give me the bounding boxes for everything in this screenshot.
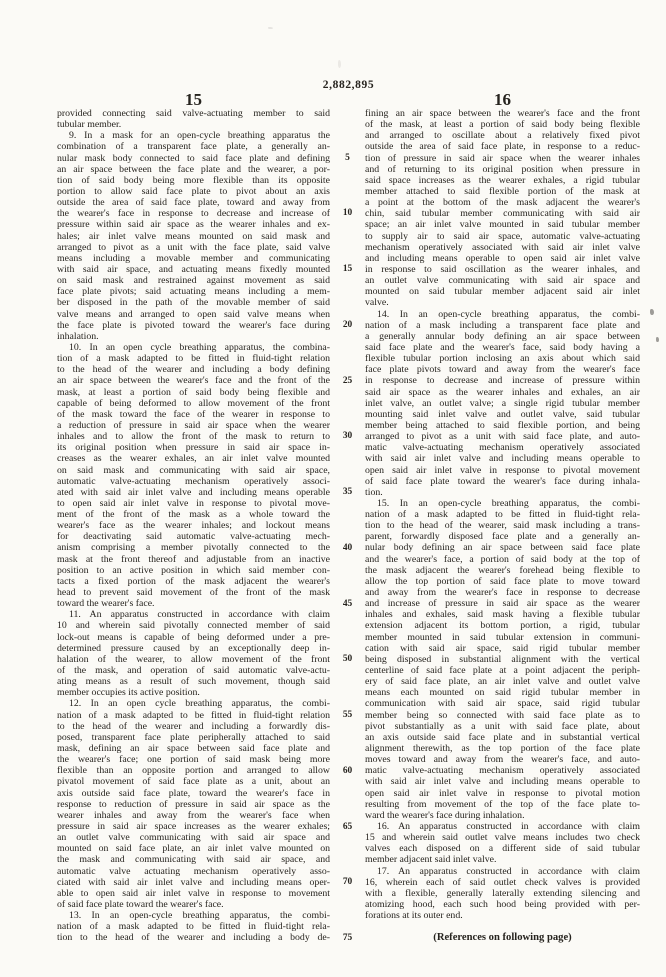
text-line: pivot substantially as a unit with said face plate, about: [365, 720, 640, 732]
text-line: member attached to said flexible portion of the mask at: [365, 185, 640, 197]
text-line: pressure in said air space increases as the wearer exhales;: [57, 821, 330, 832]
text-line: member being attached to said flexible portion, and being: [365, 419, 640, 431]
text-line: an air space between the wearer's face and the front of the: [57, 375, 330, 387]
text-line: nation of a mask adapted to be fitted in fluid-tight rela-: [365, 509, 640, 521]
text-line: ward the wearer's face during inhalation.: [365, 809, 525, 821]
text-line: open said air inlet valve in response to pivotal movement: [365, 464, 640, 476]
line-number: 60: [342, 765, 353, 776]
text-line: the wearer's face in response to decrease and increase of: [57, 208, 330, 220]
text-line: to open said air inlet valve in response to pivotal move-: [57, 497, 330, 509]
text-line: arranged to pivot as a unit with said face plate, and auto-: [365, 431, 640, 443]
text-line: 12. In an open cycle breathing apparatus, the combi-: [69, 698, 330, 710]
text-line: ment of the front of the mask as a whole toward the: [57, 509, 330, 521]
line-number: 35: [342, 487, 353, 498]
text-line: member mounted in said tubular extension in communi-: [365, 631, 640, 643]
text-line: toward the wearer's face.: [57, 598, 155, 610]
text-line: an air space between the face plate and the wearer, a por-: [57, 163, 330, 175]
text-line: 15 and wherein said outlet valve means includes two check: [365, 832, 640, 844]
text-line: mechanism operatively associated with said air inlet valve: [365, 241, 640, 253]
text-line: face plate pivots; said actuating means including a mem-: [57, 286, 330, 298]
text-line: of the mask toward the face of the wearer in response to: [57, 408, 330, 420]
text-line: the wearer's face; one portion of said mask being more: [57, 754, 330, 766]
references-note: (References on following page): [433, 932, 572, 943]
text-line: extension adjacent its bottom portion, a rigid, tubular: [365, 620, 640, 632]
text-line: to supply air to said air space, automatic valve-actuating: [365, 230, 640, 242]
scan-artifact: [338, 60, 341, 68]
text-line: the mask and communicating with said air space, and: [57, 854, 330, 866]
text-line: tubular member.: [57, 119, 122, 131]
text-line: of said face plate toward the wearer's face.: [57, 898, 224, 910]
text-line: axis outside said face plate, toward the wearer's face in: [57, 787, 330, 799]
text-line: means including a movable member and communicating: [57, 252, 330, 264]
text-line: its original position when pressure in said air space in-: [57, 442, 330, 454]
line-number: 75: [342, 933, 353, 944]
text-line: able to open said air inlet valve in response to movement: [57, 887, 330, 899]
text-line: inlet valve, an outlet valve; a single rigid tubular member: [365, 397, 640, 409]
text-line: wearer's face as the wearer inhales; and lockout means: [57, 520, 330, 532]
text-line: said air space as the wearer inhales and exhales, an air: [365, 386, 640, 398]
text-line: tacts a fixed portion of the mask adjacent the wearer's: [57, 575, 330, 587]
text-line: of the mask, at least a portion of said body being flexible: [365, 119, 640, 131]
text-line: a generally annular body defining an air space between: [365, 330, 640, 342]
text-line: head to prevent said movement of the front of the mask: [57, 587, 330, 599]
text-line: ber disposed in the path of the movable member of said: [57, 297, 330, 309]
text-line: flexible tubular portion inclosing an axis about which said: [365, 353, 640, 365]
text-line: provided connecting said valve-actuating member to said: [57, 108, 330, 119]
text-line: outside the area of said face plate, toward and away from: [57, 197, 330, 209]
text-line: centerline of said face plate at a point adjacent the periph-: [365, 665, 640, 677]
text-line: means each mounted on said rigid tubular member in: [365, 687, 640, 699]
text-line: creases as the wearer exhales, an air inlet valve mounted: [57, 453, 330, 465]
line-number: 25: [342, 375, 353, 386]
line-number: 20: [342, 319, 353, 330]
text-line: mounting said inlet valve and outlet valve, said tubular: [365, 408, 640, 420]
text-line: ating means as a result of such movement, though said: [57, 676, 330, 688]
text-line: parent, forwardly disposed face plate and a generally an-: [365, 531, 640, 543]
text-line: to the head of the wearer and including a body defining: [57, 364, 330, 376]
line-number: 50: [342, 654, 353, 665]
text-line: 11. An apparatus constructed in accordance with claim: [69, 609, 330, 621]
text-line: the mask adjacent the wearer's forehead being flexible to: [365, 564, 640, 576]
text-line: on said mask and restrained against movement as said: [57, 275, 330, 287]
line-number: 65: [342, 821, 353, 832]
text-line: automatic valve-actuating mechanism operatively associ-: [57, 475, 330, 487]
right-column-page-number: 16: [494, 90, 511, 109]
scan-artifact: [656, 337, 659, 342]
text-line: being disposed in substantial alignment with the vertical: [365, 653, 640, 665]
line-number: 15: [342, 264, 353, 275]
text-line: 10. In an open cycle breathing apparatus, the combina-: [69, 341, 330, 353]
text-line: nation of a mask adapted to be fitted in fluid-tight relation: [57, 709, 330, 721]
text-line: nation of a mask including a transparent face plate and: [365, 319, 640, 331]
text-line: mask, defining an air space between said face plate and: [57, 743, 330, 755]
text-line: and arranged to oscillate about a relatively fixed pivot: [365, 130, 640, 142]
text-line: mounted on said face plate, an air inlet valve mounted on: [57, 843, 330, 855]
text-line: member occupies its active position.: [57, 687, 200, 699]
text-line: face plate pivots toward and away from the wearer's face: [365, 364, 640, 376]
line-number: 40: [342, 542, 353, 553]
text-line: an outlet valve communicating with said air space and: [57, 832, 330, 844]
text-line: 13. In an open-cycle breathing apparatus, the combi-: [69, 910, 330, 922]
text-line: resulting from movement of the top of the face plate to-: [365, 798, 640, 810]
text-line: said space increases as the wearer exhales, a rigid tubular: [365, 174, 640, 186]
text-line: in response to said oscillation as the wearer inhales, and: [365, 263, 640, 275]
text-line: inhalation.: [57, 330, 99, 342]
text-line: valve.: [365, 297, 389, 309]
line-number: 45: [342, 598, 353, 609]
text-line: 9. In a mask for an open-cycle breathing apparatus the: [69, 130, 330, 142]
text-line: a reduction of pressure in said air space when the wearer: [57, 419, 330, 431]
line-number: 70: [342, 877, 353, 888]
text-line: and the wearer's face, a portion of said body at the top of: [365, 553, 640, 565]
text-line: allow the top portion of said face plate to move toward: [365, 575, 640, 587]
text-line: position to an active position in which said member con-: [57, 564, 330, 576]
text-line: inhales and exhales, said mask having a flexible tubular: [365, 609, 640, 621]
text-line: pressure within said air space as the wearer inhales and ex-: [57, 219, 330, 231]
text-line: 17. An apparatus constructed in accordance with claim: [377, 865, 640, 877]
text-line: said face plate and the wearer's face, said body having a: [365, 341, 640, 353]
text-line: combination of a transparent face plate, a generally an-: [57, 141, 330, 153]
text-line: tion to the head of the wearer, said mask including a trans-: [365, 520, 640, 532]
text-line: in response to decrease and increase of pressure within: [365, 375, 640, 387]
text-line: ciated with said air inlet valve and including means oper-: [57, 876, 330, 888]
left-text-column: [57, 108, 330, 944]
text-line: wearer inhales and away from the wearer's face when: [57, 809, 330, 821]
text-line: tion to the head of the wearer and including a body de-: [57, 932, 330, 944]
text-line: with said air space, and actuating means fixedly mounted: [57, 263, 330, 275]
text-line: member being so connected with said face plate as to: [365, 709, 640, 721]
text-line: flexible than an opposite portion and arranged to allow: [57, 765, 330, 777]
text-line: a point at the bottom of the mask adjacent the wearer's: [365, 197, 640, 209]
text-line: tion of said body being more flexible than its opposite: [57, 174, 330, 186]
text-body: [57, 108, 640, 944]
line-number-gutter: [330, 108, 365, 944]
text-line: the face plate is pivoted toward the wearer's face during: [57, 319, 330, 331]
scan-artifact: [268, 27, 273, 29]
text-line: an outlet valve communicating with said air space and: [365, 275, 640, 287]
text-line: fining an air space between the wearer's face and the front: [365, 108, 640, 119]
left-column-page-number: 15: [185, 90, 202, 109]
text-line: communication with said air space, said rigid tubular: [365, 698, 640, 710]
text-line: matic valve-actuating mechanism operatively associated: [365, 765, 640, 777]
patent-number: 2,882,895: [322, 79, 375, 91]
text-line: lock-out means is capable of being deformed under a pre-: [57, 631, 330, 643]
text-line: portion to allow said face plate to pivot about an axis: [57, 185, 330, 197]
text-line: alignment therewith, as the top portion of the face plate: [365, 743, 640, 755]
text-line: with said air inlet valve and including means operable to: [365, 453, 640, 465]
line-number: 5: [345, 152, 350, 163]
text-line: 15. In an open-cycle breathing apparatus, the combi-: [377, 497, 640, 509]
text-line: and increase of pressure in said air space as the wearer: [365, 598, 640, 610]
text-line: hales; air inlet valve means mounted on said mask and: [57, 230, 330, 242]
text-line: 10 and wherein said pivotally connected member of said: [57, 620, 330, 632]
right-text-column: [365, 108, 640, 944]
text-line: and away from the wearer's face in response to decrease: [365, 587, 640, 599]
text-line: nular body defining an air space between said face plate: [365, 542, 640, 554]
text-line: mask, at least a portion of said body being flexible and: [57, 386, 330, 398]
text-line: mask at the front thereof and adjustable from an inactive: [57, 553, 330, 565]
text-line: member adjacent said inlet valve.: [365, 854, 497, 866]
text-line: an axis outside said face plate and in substantial vertical: [365, 731, 640, 743]
text-line: determined pressure caused by an exceptionally deep in-: [57, 642, 330, 654]
text-line: space; an air inlet valve mounted in said tubular member: [365, 219, 640, 231]
text-line: outside the area of said face plate, in response to a reduc-: [365, 141, 640, 153]
text-line: nular mask body connected to said face plate and defining: [57, 152, 330, 164]
text-line: automatic valve actuating mechanism operatively asso-: [57, 865, 330, 877]
text-line: of said face plate toward the wearer's face during inhala-: [365, 475, 640, 487]
text-line: 16. An apparatus constructed in accordance with claim: [377, 821, 640, 832]
text-line: on said mask and communicating with said air space,: [57, 464, 330, 476]
text-line: 16, wherein each of said outlet check valves is provided: [365, 876, 640, 888]
text-line: arranged to pivot as a unit with the face plate, said valve: [57, 241, 330, 253]
text-line: valve means and arranged to open said valve means when: [57, 308, 330, 320]
text-line: halation of the wearer, to allow movement of the front: [57, 653, 330, 665]
text-line: ery of said face plate, an air inlet valve and outlet valve: [365, 676, 640, 688]
scan-artifact: [650, 309, 654, 315]
text-line: and of returning to its original position when pressure in: [365, 163, 640, 175]
text-line: pivatol movement of said face plate as a unit, about an: [57, 776, 330, 788]
text-line: tion.: [365, 486, 383, 498]
text-line: for deactivating said automatic valve-actuating mech-: [57, 531, 330, 543]
text-line: tion of a mask adapted to be fitted in fluid-tight relation: [57, 353, 330, 365]
text-line: chin, said tubular member communicating with said air: [365, 208, 640, 220]
text-line: mounted on said tubular member adjacent said air inlet: [365, 286, 640, 298]
text-line: capable of being deformed to allow movement of the front: [57, 397, 330, 409]
text-line: with said air inlet valve and including means operable to: [365, 776, 640, 788]
text-line: matic valve-actuating mechanism operatively associated: [365, 442, 640, 454]
text-line: anism comprising a member pivotally connected to the: [57, 542, 330, 554]
text-line: response to reduction of pressure in said air space as the: [57, 798, 330, 810]
line-number: 55: [342, 710, 353, 721]
text-line: of the mask, and operation of said automatic valve-actu-: [57, 665, 330, 677]
text-line: atomizing hood, each such hood being provided with per-: [365, 898, 640, 910]
text-line: and including means operable to open said air inlet valve: [365, 252, 640, 264]
line-number: 10: [342, 208, 353, 219]
text-line: ated with said air inlet valve and including means operable: [57, 486, 330, 498]
text-line: cation with said air space, said rigid tubular member: [365, 642, 640, 654]
text-line: with a flexible, generally laterally extending silencing and: [365, 887, 640, 899]
text-line: to the head of the wearer and including a forwardly dis-: [57, 720, 330, 732]
text-line: nation of a mask adapted to be fitted in fluid-tight rela-: [57, 921, 330, 933]
text-line: posed, transparent face plate peripherally attached to said: [57, 731, 330, 743]
text-line: tion of pressure in said air space when the wearer inhales: [365, 152, 640, 164]
text-line: open said air inlet valve in response to pivotal motion: [365, 787, 640, 799]
text-line: forations at its outer end.: [365, 910, 463, 922]
text-line: moves toward and away from the wearer's face, and auto-: [365, 754, 640, 766]
text-line: valves each disposed on a different side of said tubular: [365, 843, 640, 855]
line-number: 30: [342, 431, 353, 442]
text-line: 14. In an open-cycle breathing apparatus, the combi-: [377, 308, 640, 320]
text-line: inhales and to allow the front of the mask to return to: [57, 431, 330, 443]
